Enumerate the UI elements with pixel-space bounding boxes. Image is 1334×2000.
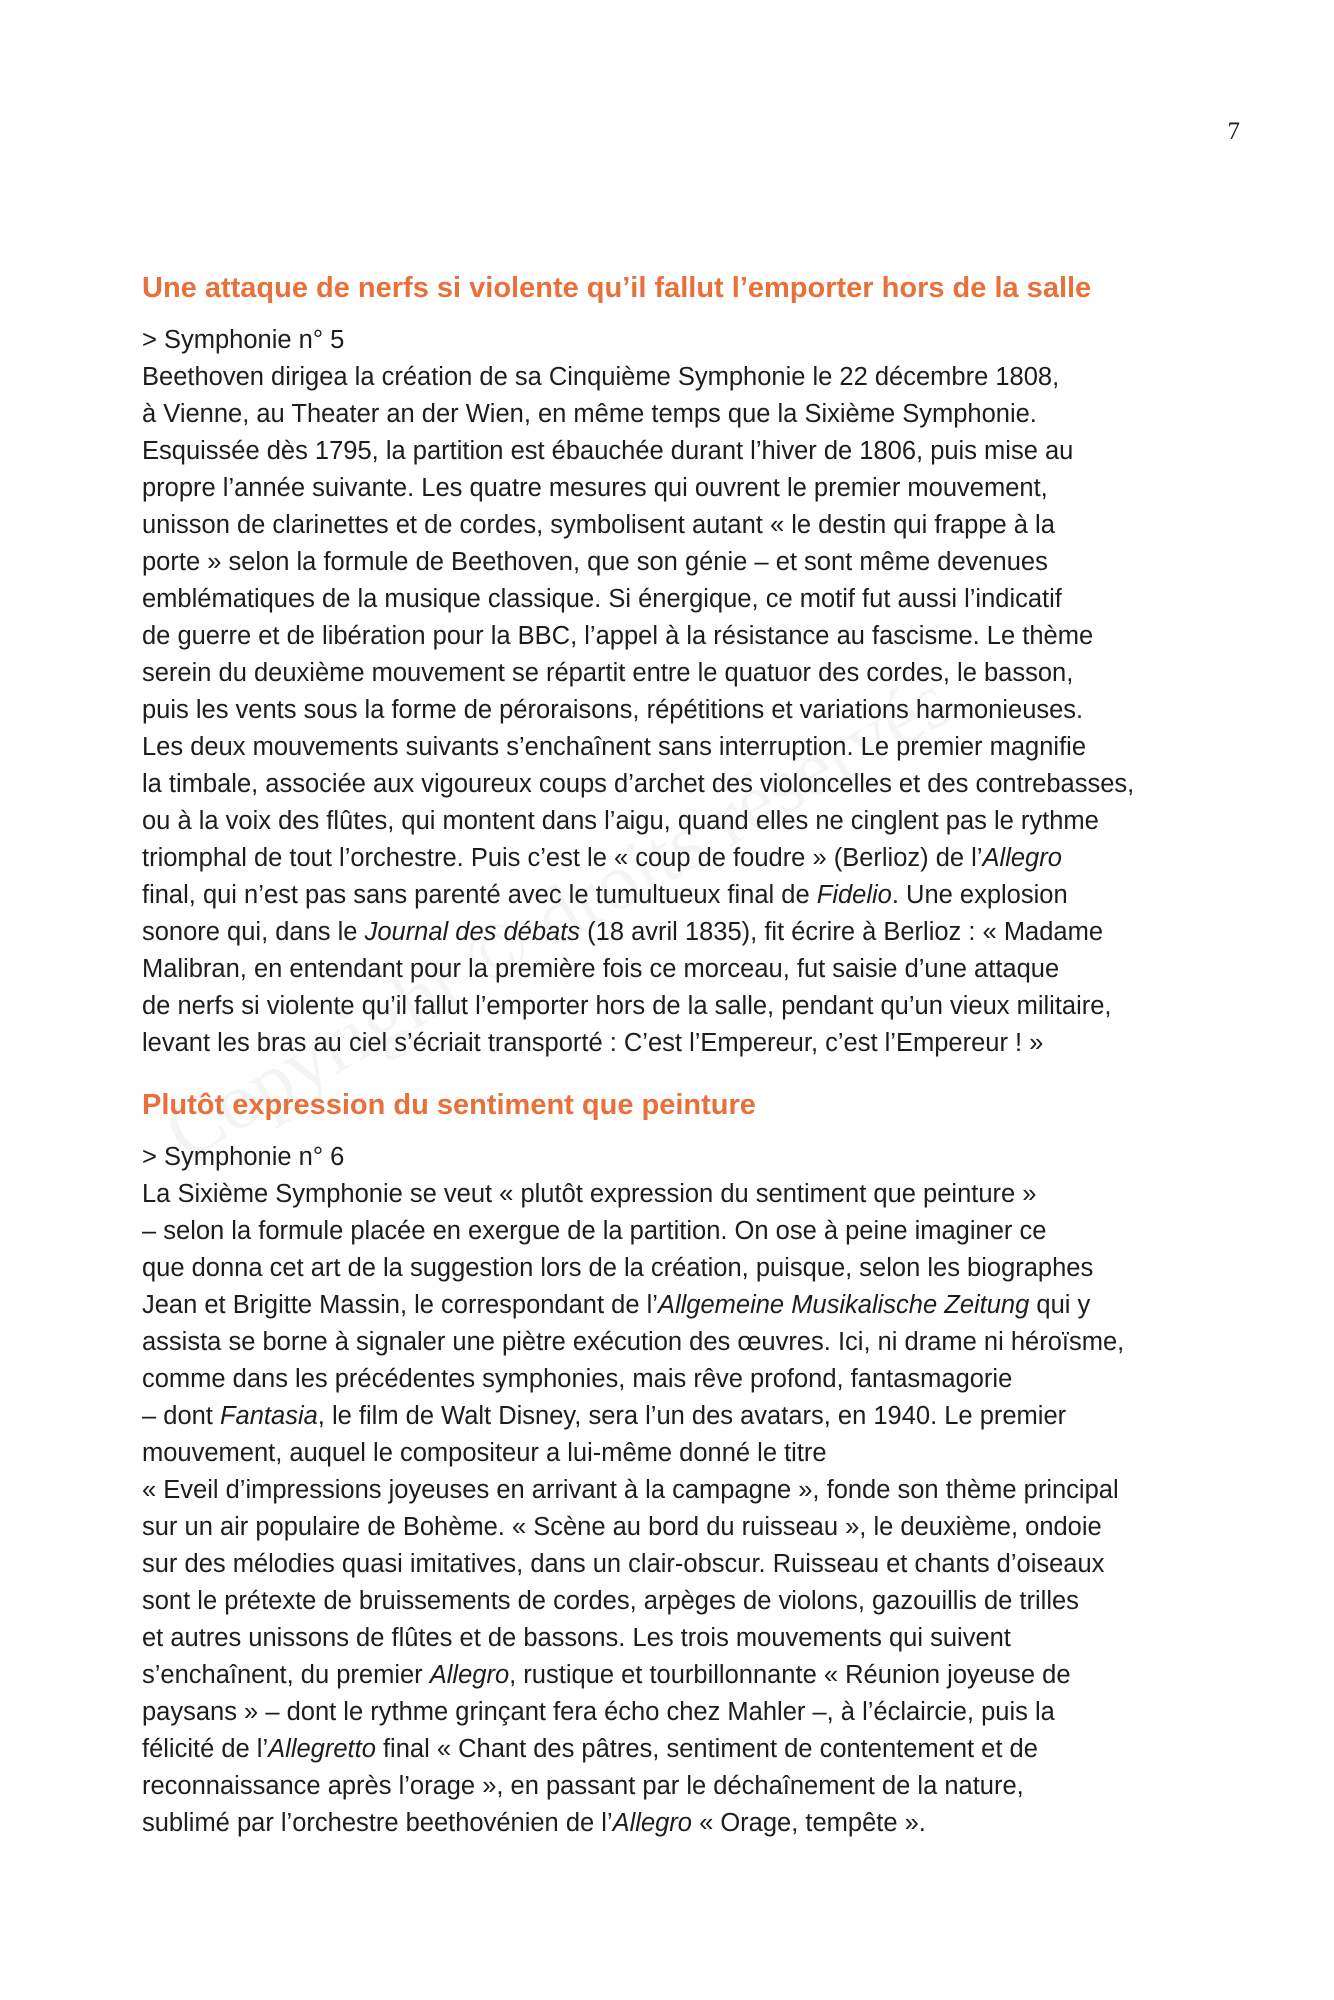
- section-title: Plutôt expression du sentiment que peinture: [142, 1089, 756, 1121]
- text-line: ou à la voix des flûtes, qui montent dans l’aigu, quand elles ne cinglent pas le rythme: [142, 807, 1099, 835]
- symphony-reference: > Symphonie n° 5: [142, 326, 345, 354]
- text-line: puis les vents sous la forme de péroraisons, répétitions et variations harmonieuses.: [142, 696, 1084, 724]
- italic-title: Fidelio: [816, 881, 892, 909]
- text-line: triomphal de tout l’orchestre. Puis c’est le « coup de foudre » (Berlioz) de l’Allegro: [142, 844, 1062, 872]
- text-line: sur un air populaire de Bohème. « Scène au bord du ruisseau », le deuxième, ondoie: [142, 1513, 1102, 1541]
- text-line: à Vienne, au Theater an der Wien, en même temps que la Sixième Symphonie.: [142, 400, 1037, 428]
- section-title: Une attaque de nerfs si violente qu’il fallut l’emporter hors de la salle: [142, 272, 1092, 304]
- text-line: sur des mélodies quasi imitatives, dans un clair-obscur. Ruisseau et chants d’oiseaux: [142, 1550, 1105, 1578]
- section-body: [142, 1176, 1197, 1842]
- text-line: Beethoven dirigea la création de sa Cinquième Symphonie le 22 décembre 1808,: [142, 363, 1060, 391]
- text-line: mouvement, auquel le compositeur a lui-même donné le titre: [142, 1439, 827, 1467]
- text-line: de guerre et de libération pour la BBC, l’appel à la résistance au fascisme. Le thème: [142, 622, 1094, 650]
- italic-title: Allegro: [429, 1661, 510, 1689]
- text-line: félicité de l’Allegretto final « Chant des pâtres, sentiment de contentement et de: [142, 1735, 1038, 1763]
- italic-title: Journal des débats: [364, 918, 581, 946]
- italic-title: Fantasia: [219, 1402, 318, 1430]
- text-line: s’enchaînent, du premier Allegro, rustique et tourbillonnante « Réunion joyeuse de: [142, 1661, 1071, 1689]
- text-line: propre l’année suivante. Les quatre mesures qui ouvrent le premier mouvement,: [142, 474, 1048, 502]
- text-line: emblématiques de la musique classique. Si énergique, ce motif fut aussi l’indicatif: [142, 585, 1062, 613]
- text-line: Esquissée dès 1795, la partition est ébauchée durant l’hiver de 1806, puis mise au: [142, 437, 1074, 465]
- italic-title: Allgemeine Musikalische Zeitung: [657, 1291, 1030, 1319]
- text-line: porte » selon la formule de Beethoven, que son génie – et sont même devenues: [142, 548, 1048, 576]
- text-line: reconnaissance après l’orage », en passant par le déchaînement de la nature,: [142, 1772, 1024, 1800]
- italic-title: Allegro: [612, 1809, 692, 1837]
- symphony-reference: > Symphonie n° 6: [142, 1143, 345, 1171]
- text-line: comme dans les précédentes symphonies, mais rêve profond, fantasmagorie: [142, 1365, 1013, 1393]
- text-line: sont le prétexte de bruissements de cordes, arpèges de violons, gazouillis de trilles: [142, 1587, 1079, 1615]
- italic-title: Allegretto: [268, 1735, 376, 1763]
- page-content: [142, 268, 1197, 1842]
- text-line: serein du deuxième mouvement se répartit entre le quatuor des cordes, le basson,: [142, 659, 1074, 687]
- section-body: [142, 359, 1197, 1062]
- text-line: Malibran, en entendant pour la première fois ce morceau, fut saisie d’une attaque: [142, 955, 1060, 983]
- text-line: sonore qui, dans le Journal des débats (18 avril 1835), fit écrire à Berlioz : « Madame: [142, 918, 1104, 946]
- text-line: levant les bras au ciel s’écriait transporté : C’est l’Empereur, c’est l’Empereur ! »: [142, 1029, 1044, 1057]
- page-number: 7: [1227, 118, 1240, 145]
- text-line: « Eveil d’impressions joyeuses en arrivant à la campagne », fonde son thème principal: [142, 1476, 1119, 1504]
- text-line: Les deux mouvements suivants s’enchaînent sans interruption. Le premier magnifie: [142, 733, 1087, 761]
- italic-title: Allegro: [982, 844, 1062, 872]
- text-line: Jean et Brigitte Massin, le correspondant de l’Allgemeine Musikalische Zeitung qui y: [142, 1291, 1091, 1319]
- text-line: paysans » – dont le rythme grinçant fera écho chez Mahler –, à l’éclaircie, puis la: [142, 1698, 1055, 1726]
- text-line: final, qui n’est pas sans parenté avec le tumultueux final de Fidelio. Une explosion: [142, 881, 1068, 909]
- text-line: sublimé par l’orchestre beethovénien de l’Allegro « Orage, tempête ».: [142, 1809, 926, 1837]
- text-line: de nerfs si violente qu’il fallut l’emporter hors de la salle, pendant qu’un vieux militaire,: [142, 992, 1112, 1020]
- text-line: La Sixième Symphonie se veut « plutôt expression du sentiment que peinture »: [142, 1180, 1037, 1208]
- text-line: et autres unissons de flûtes et de bassons. Les trois mouvements qui suivent: [142, 1624, 1011, 1652]
- text-line: que donna cet art de la suggestion lors de la création, puisque, selon les biographes: [142, 1254, 1094, 1282]
- section-symphony-6: [142, 1085, 1197, 1842]
- section-symphony-5: [142, 268, 1197, 1062]
- text-line: la timbale, associée aux vigoureux coups d’archet des violoncelles et des contrebasses,: [142, 770, 1135, 798]
- text-line: – selon la formule placée en exergue de la partition. On ose à peine imaginer ce: [142, 1217, 1047, 1245]
- text-line: unisson de clarinettes et de cordes, symbolisent autant « le destin qui frappe à la: [142, 511, 1055, 539]
- text-line: assista se borne à signaler une piètre exécution des œuvres. Ici, ni drame ni héroïsme,: [142, 1328, 1125, 1356]
- text-line: – dont Fantasia, le film de Walt Disney, sera l’un des avatars, en 1940. Le premier: [142, 1402, 1067, 1430]
